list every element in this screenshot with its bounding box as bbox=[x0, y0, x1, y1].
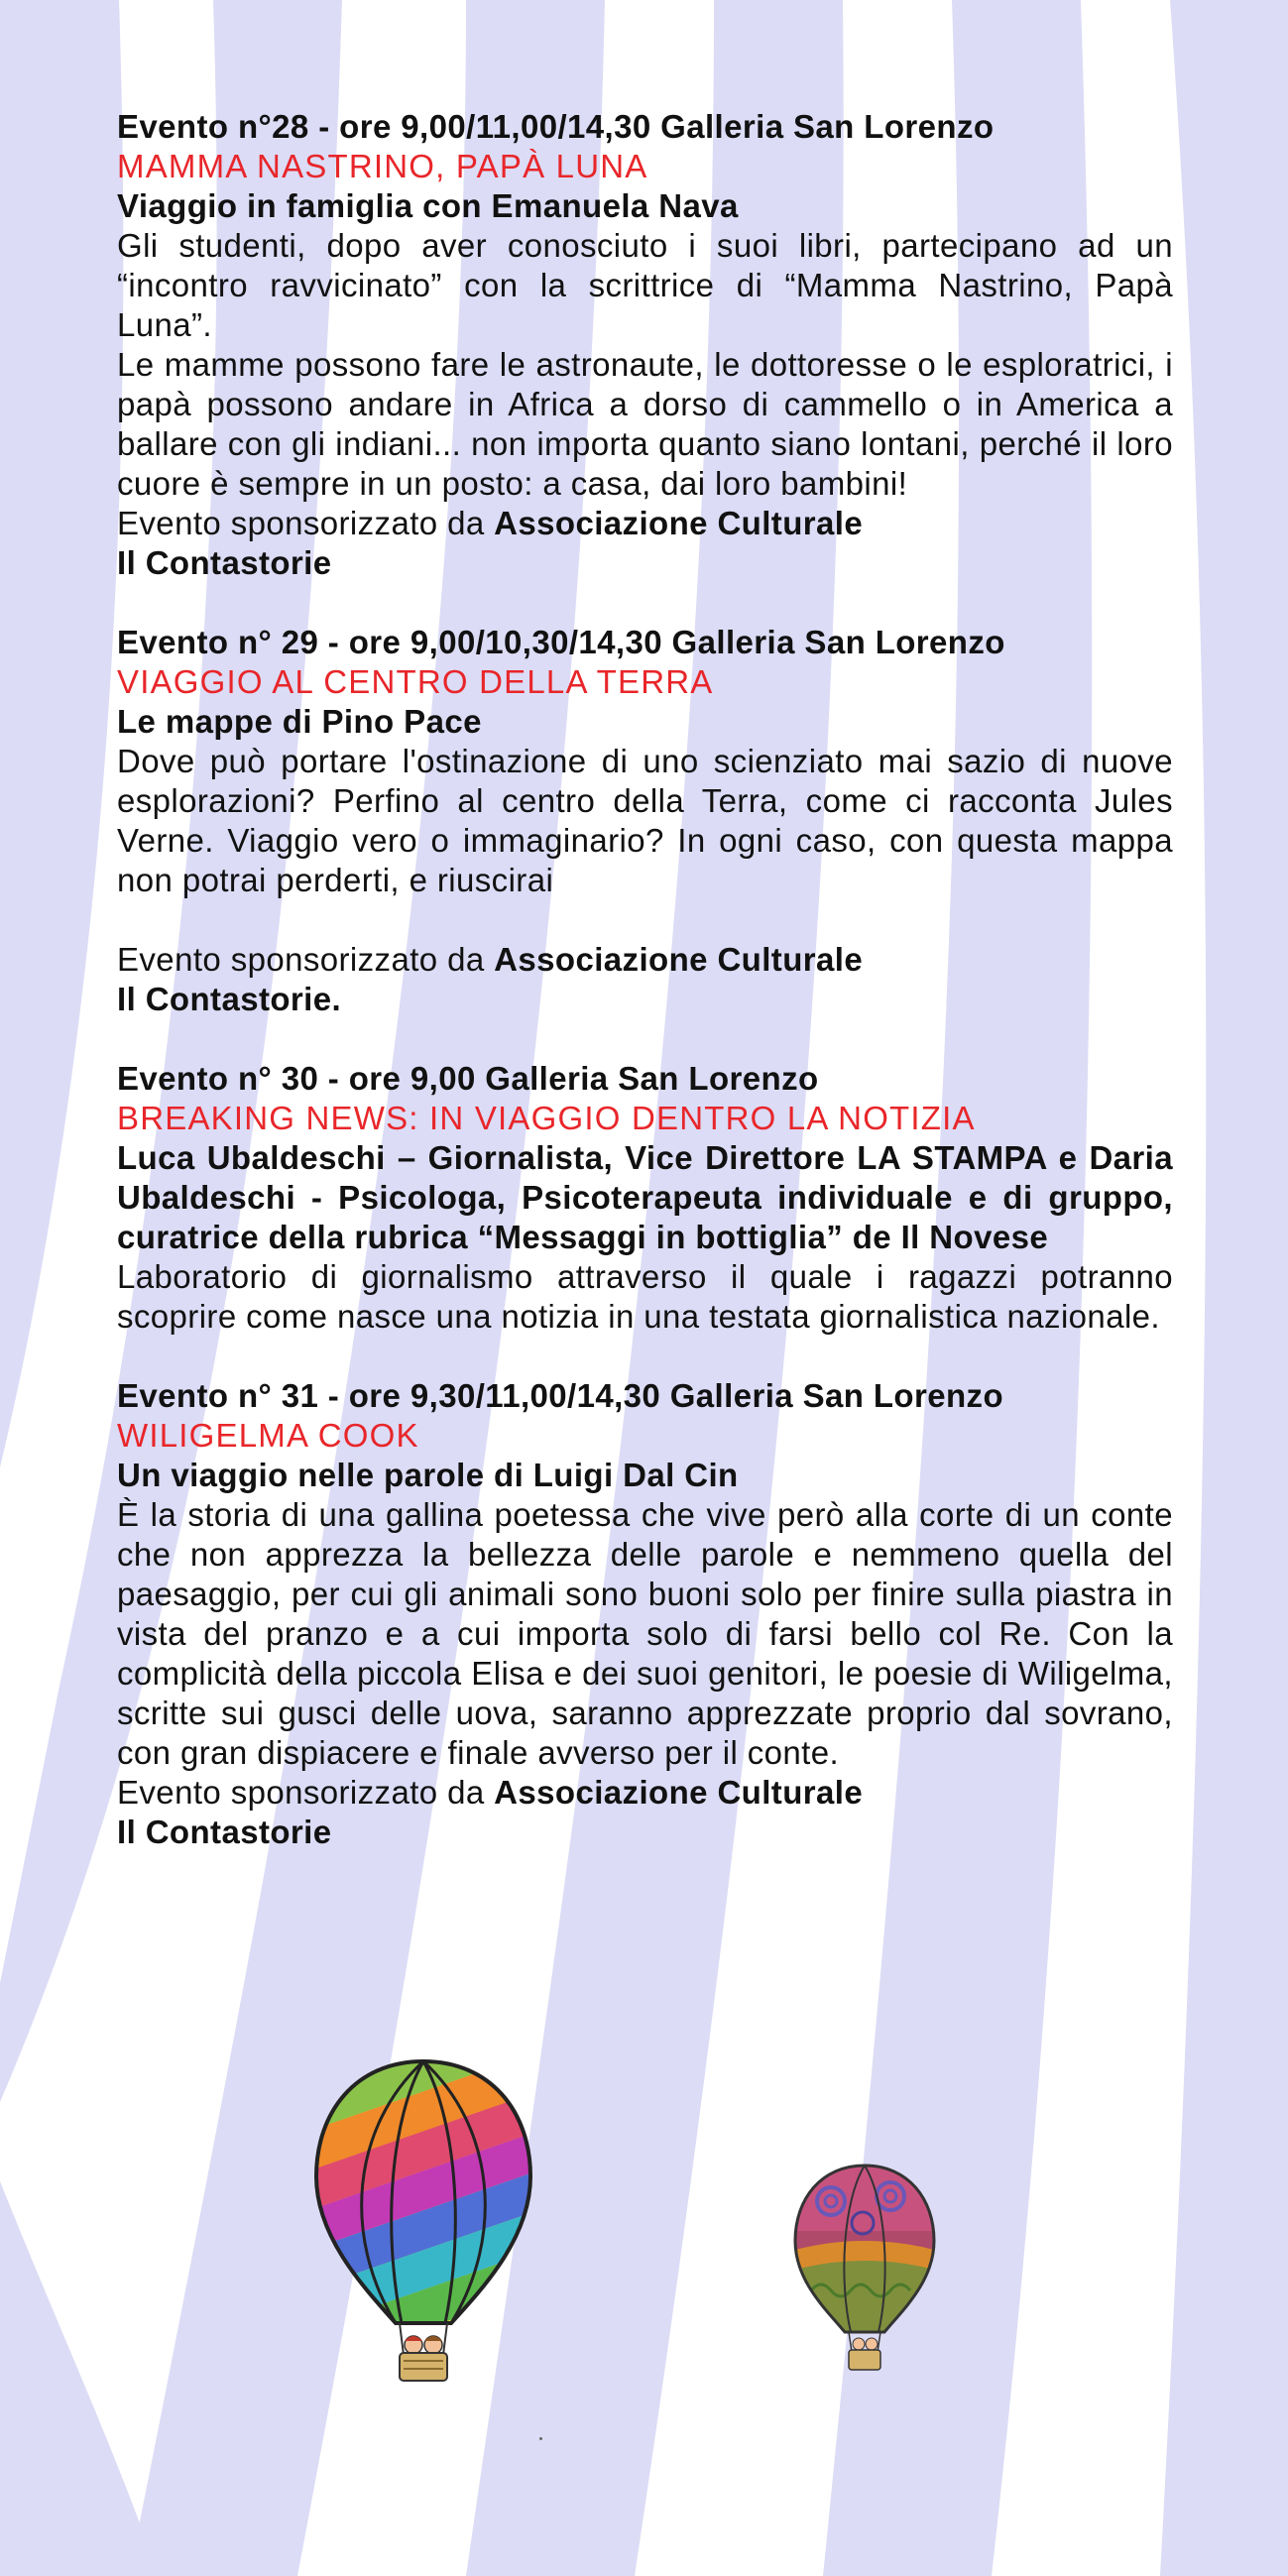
events-list bbox=[117, 107, 1173, 1892]
swirl-hot-air-balloon-icon bbox=[791, 2162, 938, 2375]
event-28 bbox=[117, 107, 1173, 583]
event-sponsor bbox=[117, 940, 1173, 1019]
event-header: Evento n° 30 - ore 9,00 Galleria San Lorenzo bbox=[117, 1060, 819, 1097]
event-description: Laboratorio di giornalismo attraverso il quale i ragazzi potranno scoprire come nasce una notizia in una testata giornalistica nazionale. bbox=[117, 1258, 1173, 1335]
sponsor-prefix: Evento sponsorizzato da bbox=[117, 1774, 495, 1811]
event-title: MAMMA NASTRINO, PAPÀ LUNA bbox=[117, 148, 648, 184]
decorative-dot bbox=[539, 2437, 542, 2440]
event-30 bbox=[117, 1059, 1173, 1337]
sponsor-name-2: Il Contastorie bbox=[117, 544, 332, 581]
event-header: Evento n° 29 - ore 9,00/10,30/14,30 Galleria San Lorenzo bbox=[117, 624, 1005, 660]
sponsor-name-2: Il Contastorie bbox=[117, 1814, 332, 1850]
event-header: Evento n° 31 - ore 9,30/11,00/14,30 Galleria San Lorenzo bbox=[117, 1377, 1003, 1414]
sponsor-prefix: Evento sponsorizzato da bbox=[117, 941, 495, 978]
event-title: VIAGGIO AL CENTRO DELLA TERRA bbox=[117, 663, 714, 700]
event-description: Dove può portare l'ostinazione di uno scienziato mai sazio di nuove esplorazioni? Perfino al centro della Terra, come ci racconta Jules Verne. Viaggio vero o immaginario? In ogni caso, con questa mappa non potrai perderti, e riuscirai bbox=[117, 743, 1173, 898]
event-description: Le mamme possono fare le astronaute, le dottoresse o le esploratrici, i papà possono andare in Africa a dorso di cammello o in America a ballare con gli indiani... non importa quanto siano lontani, perché il loro cuore è sempre in un posto: a casa, dai loro bambini! bbox=[117, 346, 1173, 502]
event-title: WILIGELMA COOK bbox=[117, 1417, 419, 1454]
event-description: È la storia di una gallina poetessa che vive però alla corte di un conte che non apprezza la bellezza delle parole e nemmeno quella del paesaggio, per cui gli animali sono buoni solo per finire sulla piastra in vista del pranzo e a cui importa solo di farsi bello col Re. Con la complicità della piccola Elisa e dei suoi genitori, le poesie di Wiligelma, scritte sui gusci delle uova, saranno apprezzate proprio dal sovrano, con gran dispiacere e finale avverso per il conte. bbox=[117, 1496, 1173, 1771]
event-subtitle: Luca Ubaldeschi – Giornalista, Vice Direttore LA STAMPA e Daria Ubaldeschi - Psicologa, Psicoterapeuta individuale e di gruppo, curatrice della rubrica “Messaggi in bottiglia” de Il Novese bbox=[117, 1139, 1173, 1255]
rainbow-hot-air-balloon-icon bbox=[312, 2057, 535, 2390]
event-31 bbox=[117, 1376, 1173, 1852]
event-title: BREAKING NEWS: IN VIAGGIO DENTRO LA NOTIZIA bbox=[117, 1100, 976, 1136]
event-29 bbox=[117, 623, 1173, 1019]
sponsor-prefix: Evento sponsorizzato da bbox=[117, 505, 495, 541]
event-subtitle: Viaggio in famiglia con Emanuela Nava bbox=[117, 187, 739, 224]
sponsor-name: Associazione Culturale bbox=[494, 505, 864, 541]
event-sponsor bbox=[117, 1773, 1173, 1852]
sponsor-name: Associazione Culturale bbox=[494, 1774, 864, 1811]
sponsor-name: Associazione Culturale bbox=[494, 941, 864, 978]
event-sponsor bbox=[117, 504, 1173, 583]
event-subtitle: Un viaggio nelle parole di Luigi Dal Cin bbox=[117, 1457, 739, 1493]
sponsor-name-2: Il Contastorie. bbox=[117, 981, 342, 1017]
event-subtitle: Le mappe di Pino Pace bbox=[117, 703, 482, 740]
event-description: Gli studenti, dopo aver conosciuto i suoi libri, partecipano ad un “incontro ravvicinato” con la scrittrice di “Mamma Nastrino, Papà Luna”. bbox=[117, 227, 1173, 343]
event-header: Evento n°28 - ore 9,00/11,00/14,30 Galleria San Lorenzo bbox=[117, 108, 995, 145]
